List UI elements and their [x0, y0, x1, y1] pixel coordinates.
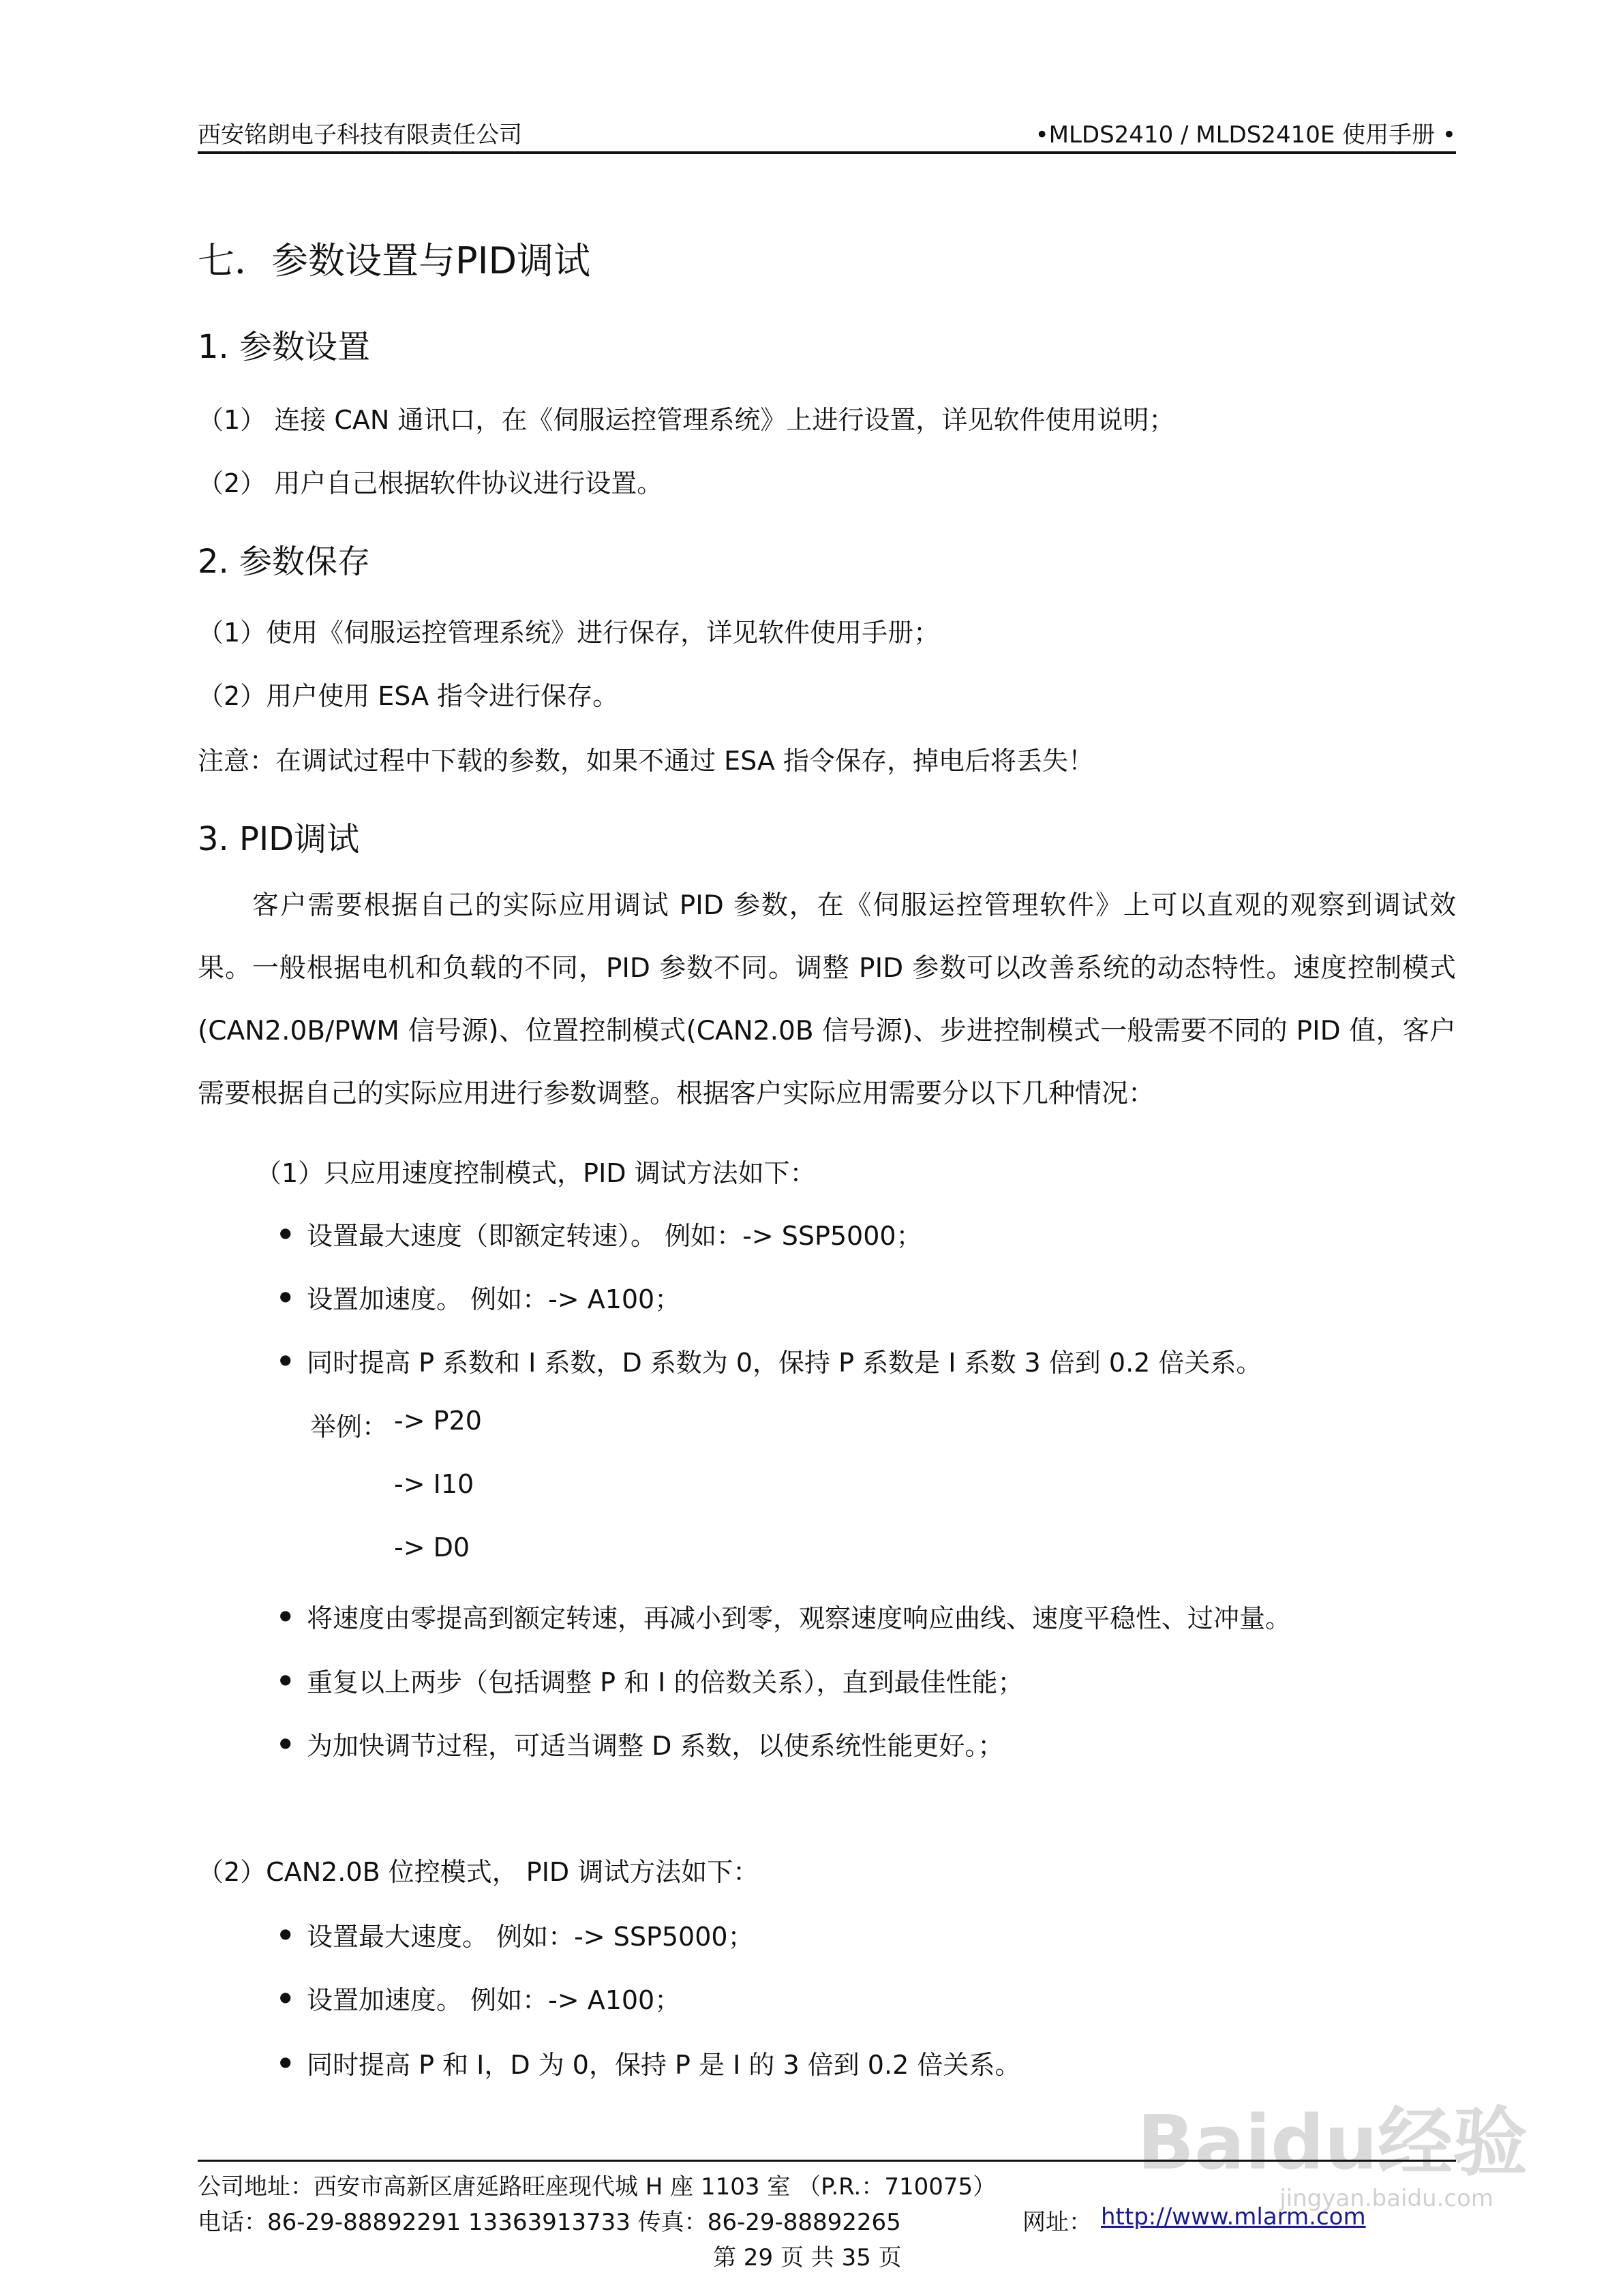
example-line-2: -> I10	[394, 1469, 474, 1499]
footer-rule	[198, 2160, 1456, 2162]
example-line-3: -> D0	[394, 1532, 470, 1562]
case1-bullet-3: ● 同时提高 P 系数和 I 系数，D 系数为 0，保持 P 系数是 I 系数 3 倍到 0.2 倍关系。	[307, 1342, 1262, 1379]
section2-item-1: （1）使用《伺服运控管理系统》进行保存，详见软件使用手册；	[198, 618, 940, 648]
header-rule	[198, 151, 1456, 154]
footer-website-label: 网址：	[1022, 2209, 1092, 2236]
case1-bullet-2: ● 设置加速度。 例如：-> A100；	[307, 1278, 680, 1316]
section1-title: 1. 参数设置	[198, 328, 371, 366]
example-label: 举例：	[310, 1412, 389, 1442]
header-company: 西安铭朗电子科技有限责任公司	[198, 121, 522, 149]
header-manual-title: •MLDS2410 / MLDS2410E 使用手册 •	[1035, 121, 1456, 149]
section2-title: 2. 参数保存	[198, 543, 371, 581]
case1-bullet-6: ● 为加快调节过程，可适当调整 D 系数，以使系统性能更好。；	[307, 1725, 1003, 1762]
section1-item-1: （1） 连接 CAN 通讯口，在《伺服运控管理系统》上进行设置，详见软件使用说明；	[198, 405, 1175, 435]
case1-bullet-5: ● 重复以上两步（包括调整 P 和 I 的倍数关系），直到最佳性能；	[307, 1661, 1023, 1699]
section2-note: 注意：在调试过程中下载的参数，如果不通过 ESA 指令保存，掉电后将丢失！	[198, 746, 1094, 776]
footer-phone-fax: 电话：86-29-88892291 13363913733 传真：86-29-88892265	[198, 2209, 901, 2236]
case2-title: （2）CAN2.0B 位控模式， PID 调试方法如下：	[198, 1857, 759, 1887]
section2-item-2: （2）用户使用 ESA 指令进行保存。	[198, 681, 619, 711]
section1-item-2: （2） 用户自己根据软件协议进行设置。	[198, 468, 663, 498]
section3-intro: 客户需要根据自己的实际应用调试 PID 参数，在《伺服运控管理软件》上可以直观的观察到调试效果。一般根据电机和负载的不同，PID 参数不同。调整 PID 参数可以改善系统的动态特性。速度控制模式(CAN2.0B/PWM 信号源)、位置控制模式(CAN2.0B 信号源)、步进控制模式一般需要不同的 PID 值，客户需要根据自己的实际应用进行参数调整。根据客户实际应用需要分以下几种情况：	[198, 890, 1456, 1109]
footer-page-number: 第 29 页 共 35 页	[713, 2244, 902, 2271]
example-line-1: -> P20	[394, 1406, 482, 1436]
baidu-watermark-url: jingyan.baidu.com	[1279, 2185, 1493, 2212]
case1-bullet-4: ● 将速度由零提高到额定转速，再减小到零，观察速度响应曲线、速度平稳性、过冲量。	[307, 1597, 1291, 1635]
section3-title: 3. PID调试	[198, 820, 360, 858]
case2-bullet-3: ● 同时提高 P 和 I，D 为 0，保持 P 是 I 的 3 倍到 0.2 倍关系。	[307, 2044, 1020, 2081]
case2-bullet-1: ● 设置最大速度。 例如：-> SSP5000；	[307, 1916, 754, 1953]
case2-bullet-2: ● 设置加速度。 例如：-> A100；	[307, 1979, 680, 2016]
case1-title: （1）只应用速度控制模式，PID 调试方法如下：	[256, 1158, 816, 1188]
case1-bullet-1: ● 设置最大速度（即额定转速）。 例如：-> SSP5000；	[307, 1215, 922, 1252]
chapter-title: 七．参数设置与PID调试	[198, 239, 591, 282]
footer-website-link[interactable]: http://www.mlarm.com	[1101, 2203, 1366, 2231]
baidu-watermark-logo: Baidu经验	[1137, 2099, 1528, 2186]
footer-address: 公司地址：西安市高新区唐延路旺座现代城 H 座 1103 室 （P.R.：710075）	[198, 2173, 997, 2201]
